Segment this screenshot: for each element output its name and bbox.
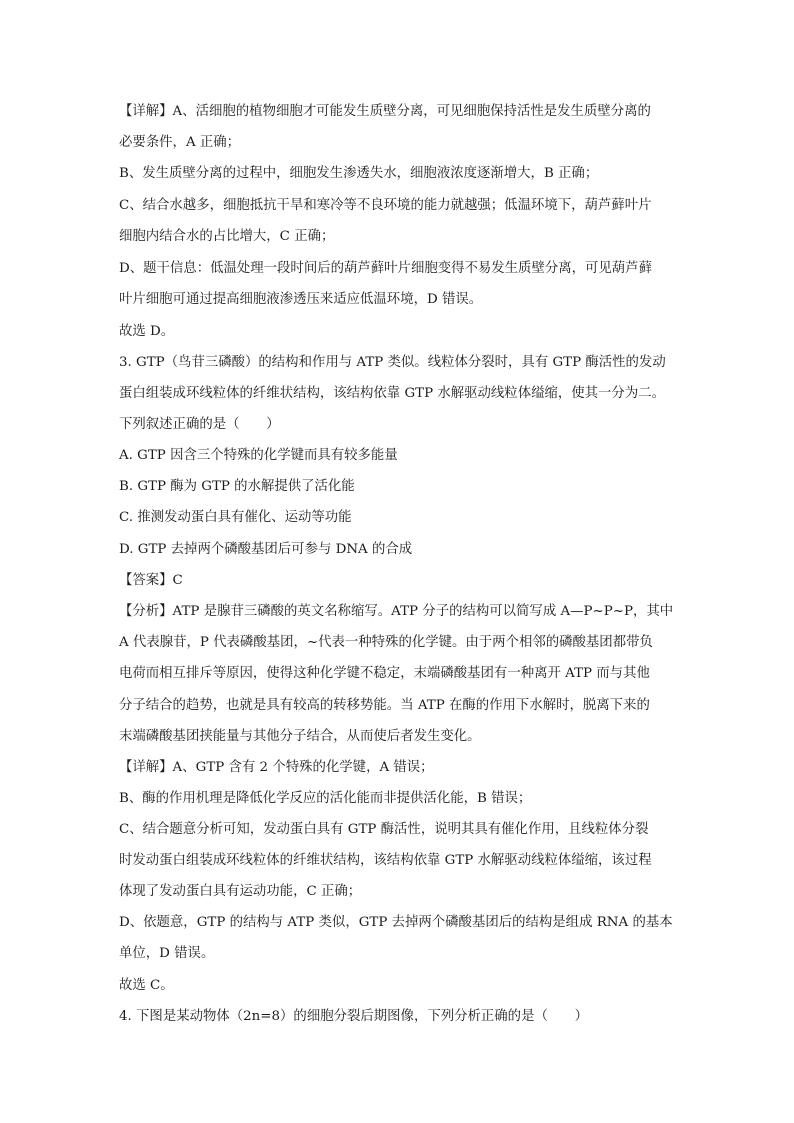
text-line: 必要条件，A 正确； bbox=[119, 135, 241, 150]
text-line: 下列叙述正确的是（ ） bbox=[119, 417, 280, 432]
text-line: 单位，D 错误。 bbox=[119, 946, 215, 961]
text-line: 故选 D。 bbox=[119, 324, 175, 339]
text-line: C、结合题意分析可知，发动蛋白具有 GTP 酶活性，说明其具有催化作用，且线粒体分裂 bbox=[119, 822, 649, 837]
question-4-stem: 4. 下图是某动物体（2n=8）的细胞分裂后期图像，下列分析正确的是（ ） bbox=[119, 1009, 589, 1024]
text-line: B、酶的作用机理是降低化学反应的活化能而非提供活化能，B 错误； bbox=[119, 791, 532, 806]
text-line: D、依题意，GTP 的结构与 ATP 类似，GTP 去掉两个磷酸基团后的结构是组成 RNA 的基本 bbox=[119, 915, 673, 930]
option-a: A. GTP 因含三个特殊的化学键而具有较多能量 bbox=[119, 448, 398, 463]
analysis-line: 【分析】ATP 是腺苷三磷酸的英文名称缩写。ATP 分子的结构可以简写成 A—P~P~P，其中 bbox=[119, 604, 674, 619]
option-d: D. GTP 去掉两个磷酸基团后可参与 DNA 的合成 bbox=[119, 542, 413, 557]
text-line: 末端磷酸基团挟能量与其他分子结合，从而使后者发生变化。 bbox=[119, 729, 481, 744]
text-line: 故选 C。 bbox=[119, 978, 174, 993]
option-b: B. GTP 酶为 GTP 的水解提供了活化能 bbox=[119, 479, 355, 494]
text-line: 电荷而相互排斥等原因，使得这种化学键不稳定，末端磷酸基团有一种离开 ATP 而与其他 bbox=[119, 666, 650, 681]
text-line: C、结合水越多，细胞抵抗干旱和寒冷等不良环境的能力就越强；低温环境下，葫芦藓叶片 bbox=[119, 198, 652, 213]
text-line: 蛋白组装成环线粒体的纤维状结构，该结构依靠 GTP 水解驱动线粒体缢缩，使其一分为二。 bbox=[119, 386, 665, 401]
text-line: 分子结合的趋势，也就是具有较高的转移势能。当 ATP 在酶的作用下水解时，脱离下来的 bbox=[119, 698, 650, 713]
question-3-stem: 3. GTP（鸟苷三磷酸）的结构和作用与 ATP 类似。线粒体分裂时，具有 GTP 酶活性的发动 bbox=[119, 355, 666, 370]
text-line: D、题干信息：低温处理一段时间后的葫芦藓叶片细胞变得不易发生质壁分离，可见葫芦藓 bbox=[119, 261, 652, 276]
text-line: 时发动蛋白组装成环线粒体的纤维状结构，该结构依靠 GTP 水解驱动线粒体缢缩，该过程 bbox=[119, 853, 652, 868]
text-line: B、发生质壁分离的过程中，细胞发生渗透失水，细胞液浓度逐渐增大，B 正确； bbox=[119, 166, 599, 181]
explanation-line: 【详解】A、GTP 含有 2 个特殊的化学键，A 错误； bbox=[119, 760, 434, 775]
text-line: 【详解】A、活细胞的植物细胞才可能发生质壁分离，可见细胞保持活性是发生质壁分离的 bbox=[119, 104, 651, 119]
text-line: 叶片细胞可通过提高细胞液渗透压来适应低温环境，D 错误。 bbox=[119, 292, 483, 307]
text-line: A 代表腺苷，P 代表磷酸基团，~代表一种特殊的化学键。由于两个相邻的磷酸基团都带负 bbox=[119, 635, 653, 650]
option-c: C. 推测发动蛋白具有催化、运动等功能 bbox=[119, 510, 352, 525]
answer-line: 【答案】C bbox=[119, 573, 183, 588]
text-line: 体现了发动蛋白具有运动功能，C 正确； bbox=[119, 884, 362, 899]
text-line: 细胞内结合水的占比增大，C 正确； bbox=[119, 229, 335, 244]
